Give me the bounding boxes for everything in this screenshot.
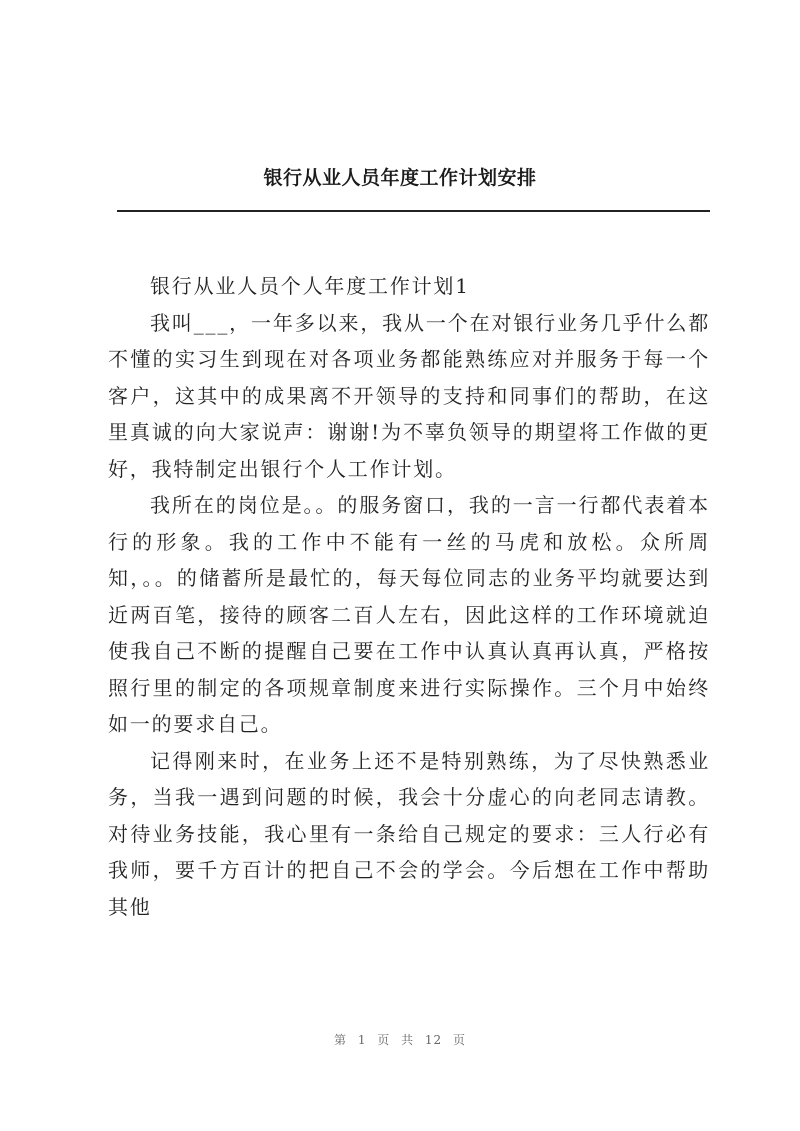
body-paragraph: 我所在的岗位是。。的服务窗口，我的一言一行都代表着本行的形象。我的工作中不能有一丝的马虎和放松。众所周知，。。的储蓄所是最忙的，每天每位同志的业务平均就要达到近两百笔，接待的顾客二百人左右，因此这样的工作环境就迫使我自己不断的提醒自己要在工作中认真认真再认真，严格按照行里的制定的各项规章制度来进行实际操作。三个月中始终如一的要求自己。	[108, 493, 710, 736]
document-title: 银行从业人员年度工作计划安排	[263, 167, 537, 189]
title-divider	[117, 210, 710, 212]
body-paragraph: 记得刚来时，在业务上还不是特别熟练，为了尽快熟悉业务，当我一遇到问题的时候，我会十分虚心的向老同志请教。对待业务技能，我心里有一条给自己规定的要求：三人行必有我师，要千方百计的把自己不会的学会。今后想在工作中帮助其他	[108, 748, 710, 919]
page-footer: 第 1 页 共 12 页	[334, 1033, 466, 1047]
body-paragraph: 我叫___，一年多以来，我从一个在对银行业务几乎什么都不懂的实习生到现在对各项业务都能熟练应对并服务于每一个客户，这其中的成果离不开领导的支持和同事们的帮助，在这里真诚的向大家说声：谢谢!为不辜负领导的期望将工作做的更好，我特制定出银行个人工作计划。	[108, 310, 710, 481]
document-body	[108, 268, 710, 925]
section-heading: 银行从业人员个人年度工作计划1	[150, 274, 470, 298]
